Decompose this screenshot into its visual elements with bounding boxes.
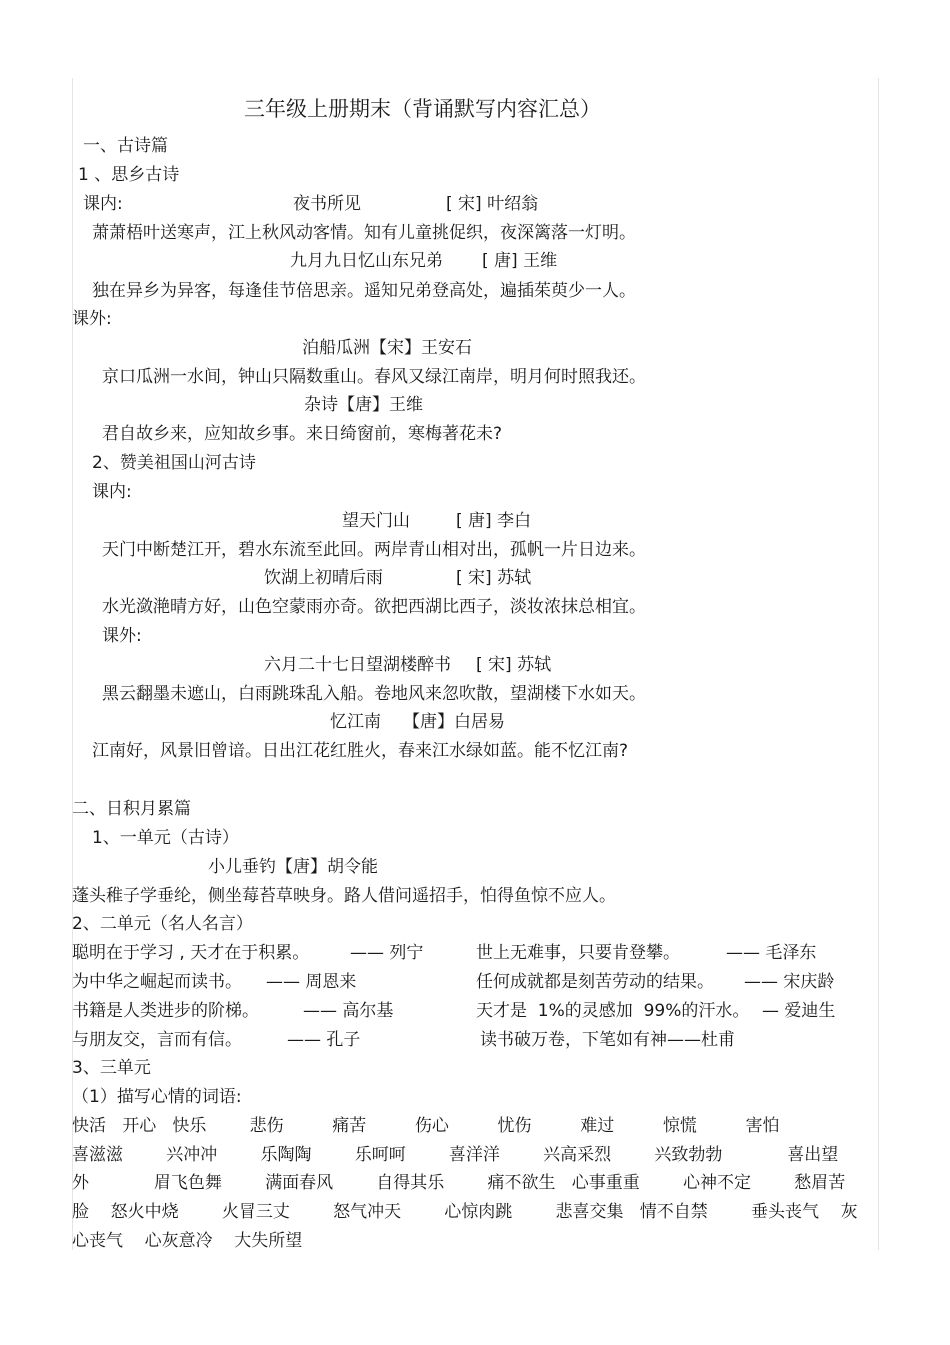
- label-inclass: 课内:: [83, 194, 123, 214]
- subsection-heading-homesick: 1 、思乡古诗: [78, 165, 180, 185]
- quote-right: 读书破万卷，下笔如有神——杜甫: [480, 1030, 735, 1050]
- quote-right: 任何成就都是刻苦劳动的结果。: [476, 972, 714, 992]
- quote-right-author: — 爱迪生: [762, 1001, 836, 1021]
- poem-title: 饮湖上初晴后雨: [264, 568, 383, 588]
- quote-left-author: —— 列宁: [350, 943, 424, 963]
- poem-text: 蓬头稚子学垂纶，侧坐莓苔草映身。路人借问遥招手，怕得鱼惊不应人。: [72, 886, 616, 906]
- poem-author: [ 唐] 李白: [456, 511, 532, 531]
- label-inclass: 课内:: [92, 482, 132, 502]
- quote-right-author: —— 毛泽东: [726, 943, 817, 963]
- poem-text: 萧萧梧叶送寒声，江上秋风动客情。知有儿童挑促织，夜深篱落一灯明。: [92, 223, 636, 243]
- quote-left: 书籍是人类进步的阶梯。: [72, 1001, 259, 1021]
- word-line: 外 眉飞色舞 满面春风 自得其乐 痛不欲生 心事重重 心神不定 愁眉苦: [72, 1173, 846, 1193]
- section-heading-poems: 一、古诗篇: [83, 136, 168, 156]
- poem-title: 九月九日忆山东兄弟: [290, 251, 443, 271]
- subsection-heading-unit2: 2、二单元（名人名言）: [72, 914, 253, 934]
- quote-right-author: —— 宋庆龄: [744, 972, 835, 992]
- quote-right: 天才是 1%的灵感加 99%的汗水。: [476, 1001, 750, 1021]
- subsection-heading-landscape: 2、赞美祖国山河古诗: [92, 453, 256, 473]
- poem-text: 天门中断楚江开，碧水东流至此回。两岸青山相对出，孤帆一片日边来。: [102, 540, 646, 560]
- poem-title: 望天门山: [342, 511, 410, 531]
- poem-text: 独在异乡为异客，每逢佳节倍思亲。遥知兄弟登高处，遍插茱萸少一人。: [92, 281, 636, 301]
- quote-right: 世上无难事，只要肯登攀。: [476, 943, 680, 963]
- poem-title: 忆江南: [330, 712, 381, 732]
- label-extracurricular: 课外:: [102, 626, 142, 646]
- word-line: 快活 开心 快乐 悲伤 痛苦 伤心 忧伤 难过 惊慌 害怕: [72, 1116, 780, 1136]
- word-line: 心丧气 心灰意冷 大失所望: [72, 1231, 303, 1251]
- label-extracurricular: 课外:: [72, 309, 112, 329]
- poem-text: 江南好，风景旧曾谙。日出江花红胜火，春来江水绿如蓝。能不忆江南?: [92, 741, 629, 761]
- poem-title: 泊船瓜洲【宋】王安石: [302, 338, 472, 358]
- quote-left-author: —— 高尔基: [303, 1001, 394, 1021]
- poem-text: 水光潋滟晴方好，山色空蒙雨亦奇。欲把西湖比西子，淡妆浓抹总相宜。: [102, 597, 646, 617]
- poem-author: [ 唐] 王维: [482, 251, 558, 271]
- poem-author: [ 宋] 苏轼: [476, 655, 552, 675]
- subsection-heading-unit3: 3、三单元: [72, 1058, 151, 1078]
- word-line: 脸 怒火中烧 火冒三丈 怒气冲天 心惊肉跳 悲喜交集 情不自禁 垂头丧气 灰: [72, 1202, 858, 1222]
- subsection-heading-unit1: 1、一单元（古诗）: [92, 828, 239, 848]
- poem-text: 黑云翻墨未遮山，白雨跳珠乱入船。卷地风来忽吹散，望湖楼下水如天。: [102, 684, 646, 704]
- section-heading-accumulation: 二、日积月累篇: [72, 799, 191, 819]
- word-list-heading: （1）描写心情的词语:: [72, 1087, 242, 1107]
- poem-author: 【唐】白居易: [403, 712, 505, 732]
- poem-title: 夜书所见: [293, 194, 361, 214]
- quote-left-author: —— 孔子: [287, 1030, 361, 1050]
- quote-left: 与朋友交，言而有信。: [72, 1030, 242, 1050]
- poem-author: [ 宋] 苏轼: [456, 568, 532, 588]
- poem-title: 杂诗【唐】王维: [304, 395, 423, 415]
- quote-left-author: —— 周恩来: [266, 972, 357, 992]
- word-line: 喜滋滋 兴冲冲 乐陶陶 乐呵呵 喜洋洋 兴高采烈 兴致勃勃 喜出望: [72, 1145, 839, 1165]
- quote-left: 聪明在于学习 , 天才在于积累。: [72, 943, 310, 963]
- page-right-edge: [878, 78, 879, 1250]
- page-title: 三年级上册期末（背诵默写内容汇总）: [244, 97, 601, 121]
- poem-author: [ 宋] 叶绍翁: [446, 194, 539, 214]
- poem-text: 君自故乡来，应知故乡事。来日绮窗前，寒梅著花未?: [102, 424, 503, 444]
- poem-text: 京口瓜洲一水间，钟山只隔数重山。春风又绿江南岸，明月何时照我还。: [102, 367, 646, 387]
- poem-title: 六月二十七日望湖楼醉书: [264, 655, 451, 675]
- poem-title: 小儿垂钓【唐】胡令能: [208, 857, 378, 877]
- quote-left: 为中华之崛起而读书。: [72, 972, 242, 992]
